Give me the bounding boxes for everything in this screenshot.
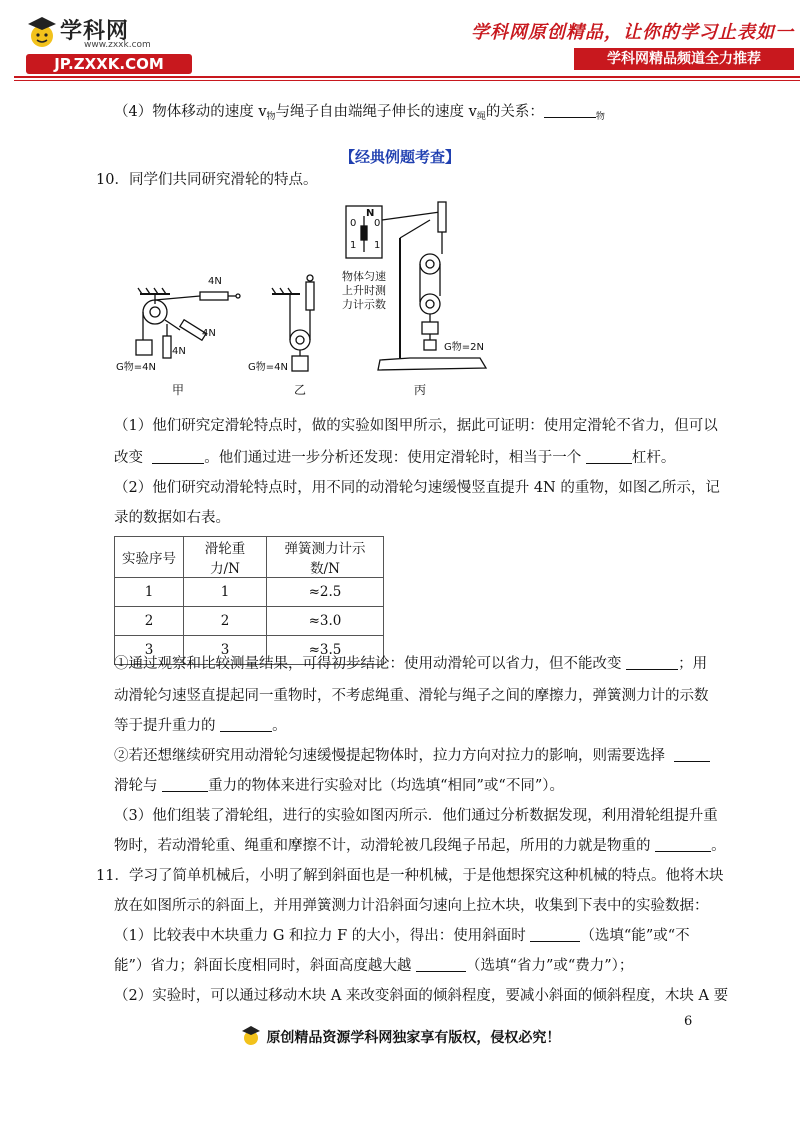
q10-stem: 10．同学们共同研究滑轮的特点。 [96, 172, 318, 188]
scale-n: N [366, 208, 375, 219]
q10-p2-b: 录的数据如右表。 [114, 510, 230, 526]
q10-c1-line3: 等于提升重力的 。 [114, 718, 287, 734]
header-divider [14, 76, 800, 78]
table-header-row [115, 537, 384, 578]
table-cell: 1 [115, 578, 184, 607]
scale-1a: 1 [350, 240, 357, 251]
header-tagline: 学科网精品频道全力推荐 [574, 48, 794, 70]
q4-line: （4）物体移动的速度 $v_物$与绳子自由端绳子伸长的速度 $v_绳$的关系： $_物$ [114, 104, 605, 122]
scholar-mascot-icon [24, 14, 60, 54]
q11-line1: 11．学习了简单机械后，小明了解到斜面也是一种机械，于是他想探究这种机械的特点。他将木块 [96, 868, 724, 884]
jia-force-3: 4N [172, 346, 186, 357]
q10-c1-line2: 动滑轮匀速竖直提起同一重物时，不考虑绳重、滑轮与绳子之间的摩擦力，弹簧测力计的示数 [114, 688, 709, 704]
logo-bar: JP.ZXXK.COM [26, 54, 192, 74]
q10-p3-a: （3）他们组装了滑轮组，进行的实验如图丙所示．他们通过分析数据发现，利用滑轮组提升重 [114, 808, 718, 824]
table-cell: 3 [115, 636, 184, 665]
jia-force-1: 4N [208, 276, 222, 287]
q10-c1-line1: ①通过观察和比较测量结果，可得初步结论：使用动滑轮可以省力，但不能改变 ；用 [114, 656, 708, 672]
table-cell: ≈3.5 [267, 636, 384, 665]
table-cell: 2 [184, 607, 267, 636]
q10-p1-line2: 改变 。他们通过进一步分析还发现：使用定滑轮时，相当于一个 杠杆。 [114, 450, 676, 466]
scale-1b: 1 [374, 240, 381, 251]
logo-title: 学科网 [60, 19, 130, 44]
blank [530, 927, 580, 942]
table-header: 滑轮重力/N [184, 537, 267, 578]
bing-note-3: 力计示数 [342, 298, 386, 311]
blank [655, 837, 711, 852]
footer-text: 原创精品资源学科网独家享有版权，侵权必究！ [266, 1030, 561, 1046]
q11-line5: （2）实验时，可以通过移动木块 A 来改变斜面的倾斜程度，要减小斜面的倾斜程度，木块 A 要 [114, 988, 729, 1004]
table-cell: ≈3.0 [267, 607, 384, 636]
pulley-data-table [114, 536, 384, 665]
page-number: 6 [684, 1014, 693, 1029]
q11-line4: 能”）省力；斜面长度相同时，斜面高度越大越 （选填“省力”或“费力”）； [114, 958, 634, 974]
blank [626, 655, 678, 670]
bing-note-2: 上升时测 [342, 284, 386, 297]
q10-p2-a: （2）他们研究动滑轮特点时，用不同的动滑轮匀速缓慢竖直提升 4N 的重物，如图乙所示，记 [114, 480, 720, 496]
blank [674, 747, 710, 762]
table-cell: ≈2.5 [267, 578, 384, 607]
blank [220, 717, 272, 732]
blank [586, 449, 632, 464]
table-row [115, 607, 384, 636]
blank [416, 957, 466, 972]
bing-note-1: 物体匀速 [342, 270, 386, 283]
yi-weight: G物=4N [248, 362, 288, 373]
scale-0b: 0 [374, 218, 381, 229]
bing-weight: G物=2N [444, 342, 484, 353]
table-cell: 1 [184, 578, 267, 607]
table-row [115, 578, 384, 607]
header-slogan: 学科网原创精品，让你的学习止表如一 [471, 22, 794, 43]
scale-0a: 0 [350, 218, 357, 229]
table-cell: 2 [115, 607, 184, 636]
section-title: 【经典例题考查】 [339, 148, 460, 166]
logo-url: www.zxxk.com [84, 40, 151, 50]
fig-label-bing: 丙 [414, 383, 427, 397]
fig-label-yi: 乙 [294, 383, 307, 397]
site-logo[interactable] [14, 14, 192, 74]
blank [162, 777, 208, 792]
header-divider-thin [14, 80, 800, 81]
blank [152, 449, 204, 464]
pulley-figure [110, 198, 490, 398]
table-header: 弹簧测力计示数/N [267, 537, 384, 578]
q10-c2-line1: ②若还想继续研究用动滑轮匀速缓慢提起物体时，拉力方向对拉力的影响，则需要选择 [114, 746, 710, 766]
jia-force-2: 4N [202, 328, 216, 339]
footer [0, 1024, 800, 1048]
jia-weight: G物=4N [116, 362, 156, 373]
q11-line3: （1）比较表中木块重力 G 和拉力 F 的大小，得出：使用斜面时 （选填“能”或“不 [114, 928, 690, 944]
table-header: 实验序号 [115, 537, 184, 578]
scholar-mascot-icon [240, 1024, 262, 1048]
q11-line2: 放在如图所示的斜面上，并用弹簧测力计沿斜面匀速向上拉木块，收集到下表中的实验数据： [114, 898, 709, 914]
fig-label-jia: 甲 [172, 383, 185, 397]
q10-p3-line2: 物时，若动滑轮重、绳重和摩擦不计，动滑轮被几段绳子吊起，所用的力就是物重的 。 [114, 838, 726, 854]
table-cell: 3 [184, 636, 267, 665]
q10-p1-a: （1）他们研究定滑轮特点时，做的实验如图甲所示，据此可证明：使用定滑轮不省力，但可以 [114, 418, 718, 434]
q10-c2-line2: 滑轮与 重力的物体来进行实验对比（均选填“相同”或“不同”）。 [114, 778, 565, 794]
